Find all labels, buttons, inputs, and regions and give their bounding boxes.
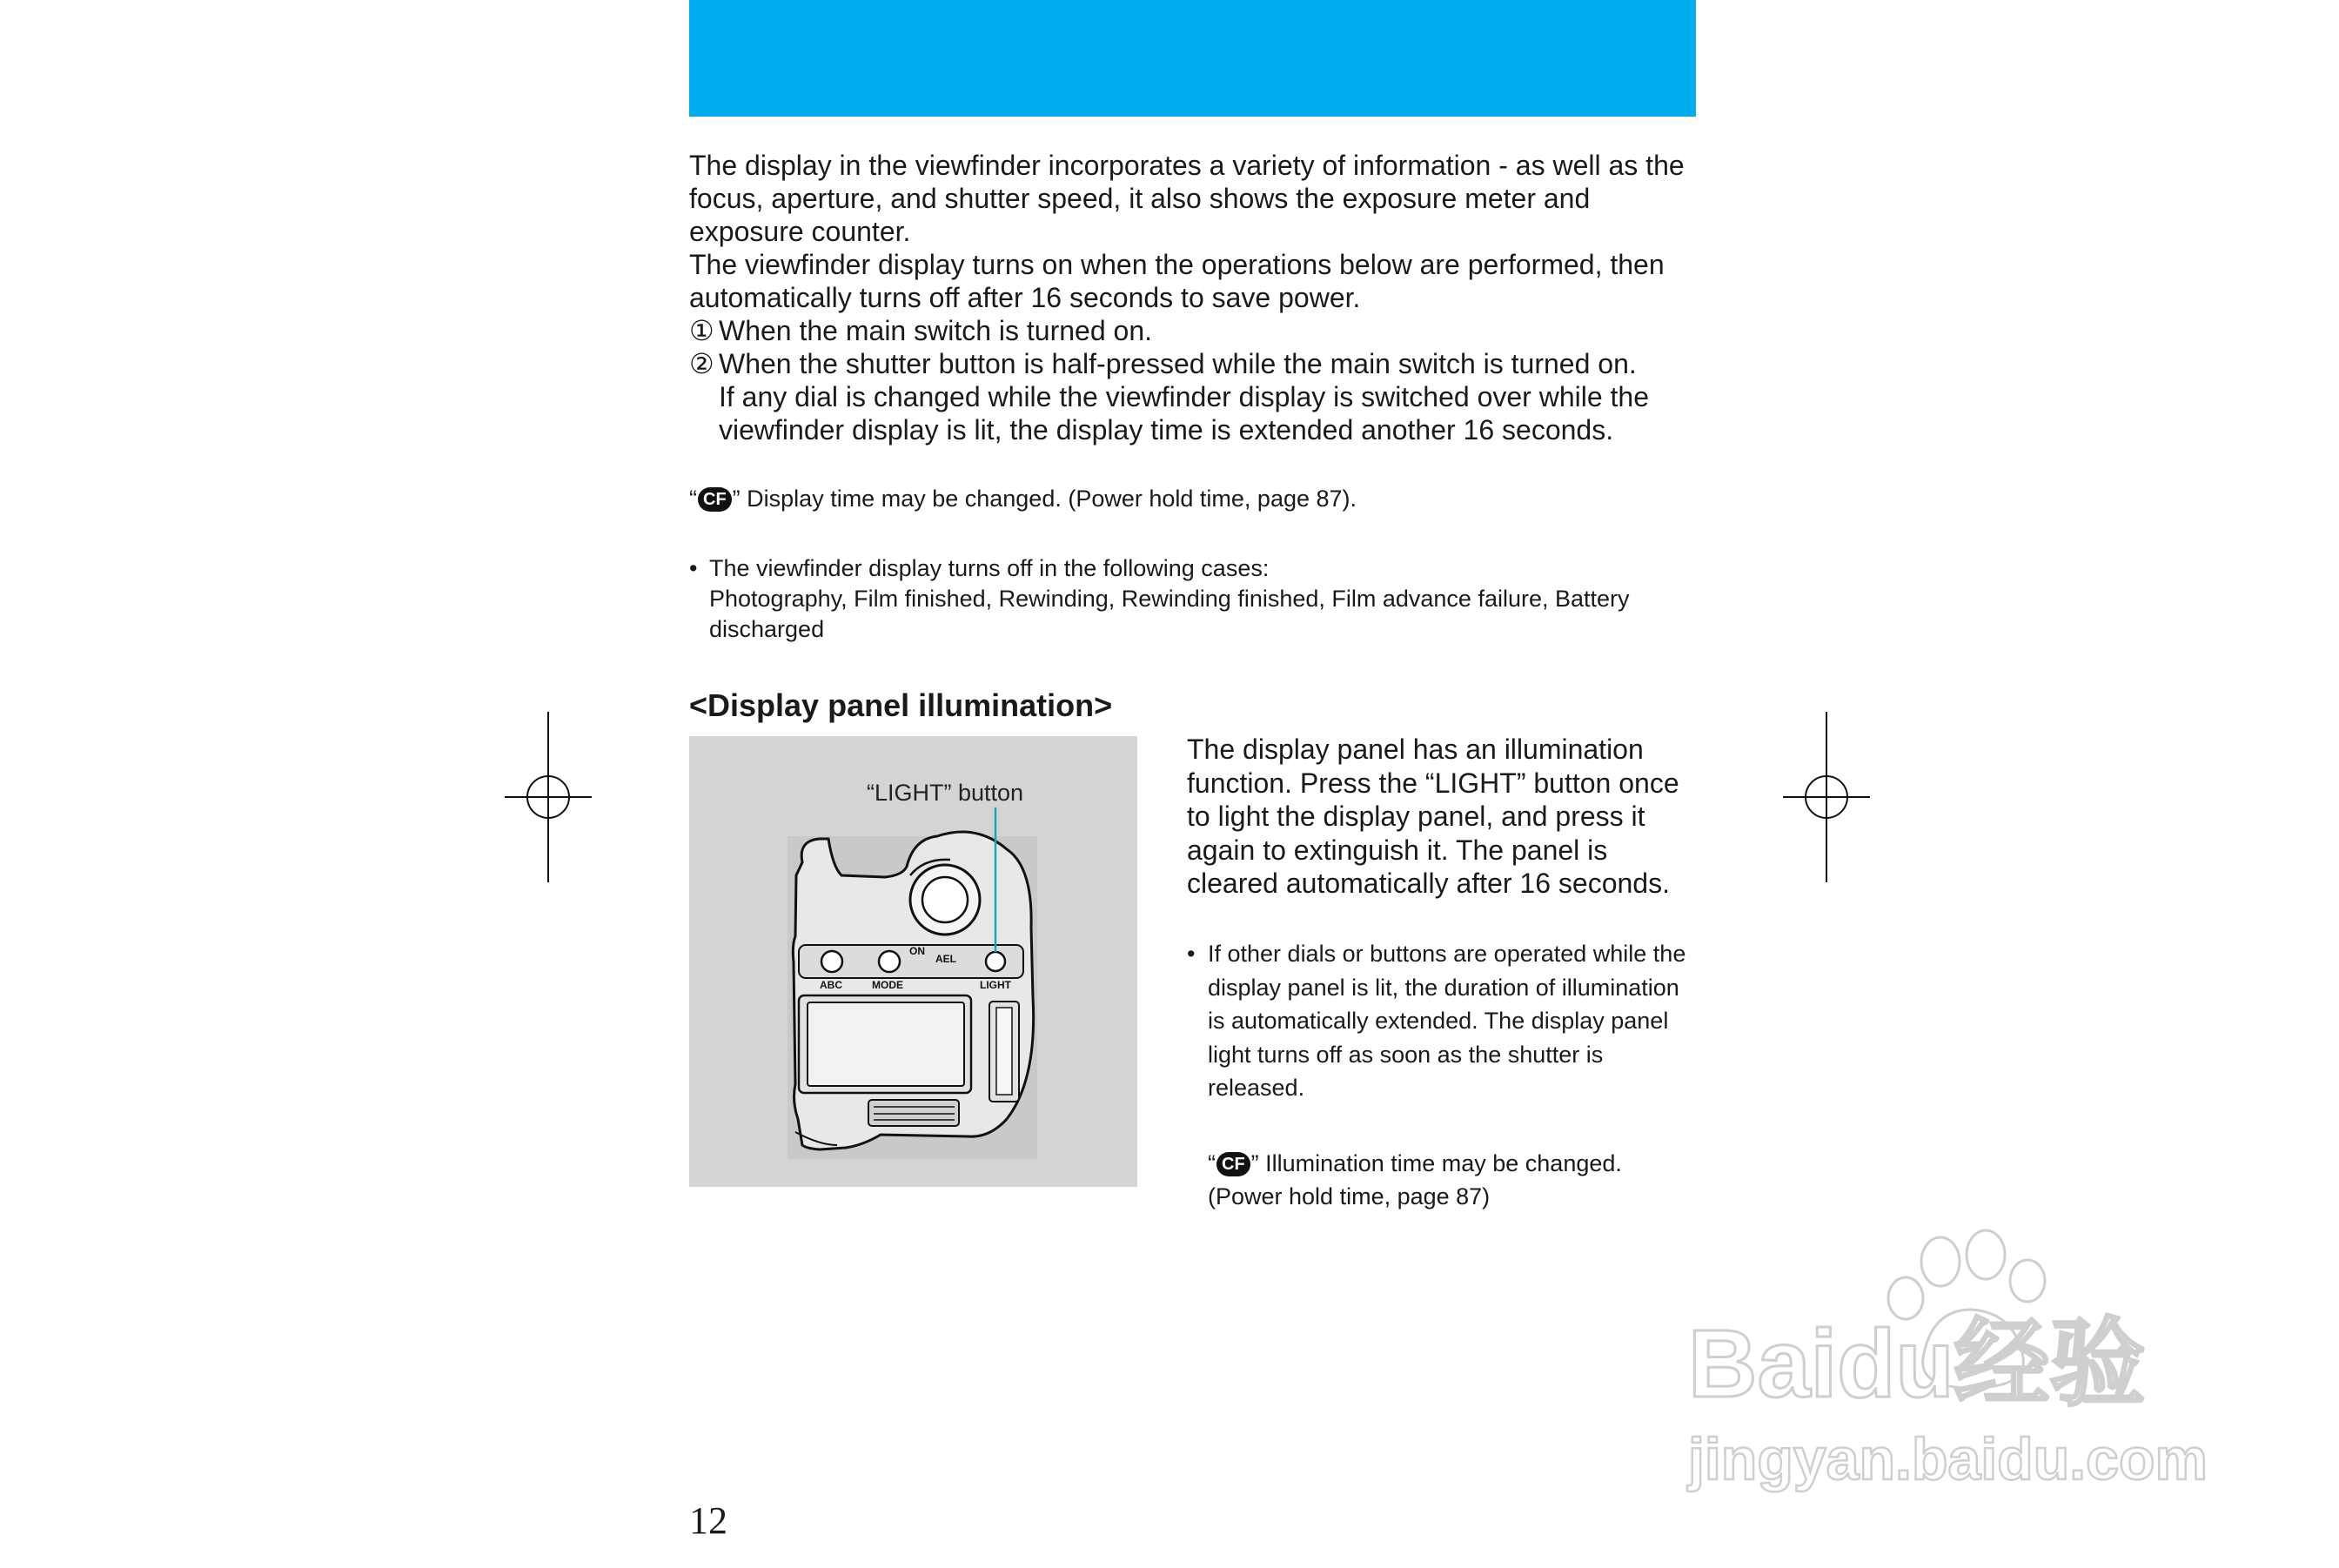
watermark-url: jingyan.baidu.com (1688, 1426, 2208, 1492)
registration-mark-right-icon (1783, 712, 1870, 882)
abc-button (821, 951, 842, 972)
light-button-label: “LIGHT” button (867, 780, 1024, 806)
cf-badge-icon: CF (698, 487, 732, 512)
illumination-cf-ref: (Power hold time, page 87) (1208, 1183, 1491, 1210)
cf-open-quote: “ (689, 486, 697, 512)
list-item-1 (689, 314, 1699, 347)
intro-paragraph-2: The viewfinder display turns on when the operations below are performed, then automatically turns off after 16 seconds to save power. (689, 249, 1665, 313)
header-bar (689, 0, 1696, 117)
camera-label-ael: AEL (935, 953, 956, 965)
baidu-watermark (1671, 1227, 2228, 1514)
watermark-brand: Baidu经验 (1688, 1310, 2146, 1417)
camera-label-on: ON (909, 945, 925, 957)
cf-note (689, 483, 1699, 514)
illumination-cf-note (1208, 1147, 1700, 1213)
off-cases-line-1: The viewfinder display turns off in the following cases: (709, 555, 1270, 581)
off-cases-bullet (689, 553, 1699, 645)
intro-paragraph-1: The display in the viewfinder incorporates a variety of information - as well as the focus, aperture, and shutter speed, it also shows the exposure meter and exposure counter. (689, 150, 1685, 247)
page-number: 12 (689, 1499, 727, 1542)
list-item-2-extra: If any dial is changed while the viewfinder display is switched over while the viewfinder display is lit, the display time is extended another 16 seconds. (719, 381, 1649, 446)
illumination-description: The display panel has an illumination function. Press the “LIGHT” button once to light the display panel, and press it again to extinguish it. The panel is cleared automatically after 16 seconds. (1187, 734, 1679, 899)
section-heading: <Display panel illumination> (689, 687, 1113, 723)
camera-label-light: LIGHT (980, 979, 1011, 991)
camera-label-abc: ABC (820, 979, 842, 991)
cf-open-quote-2: “ (1208, 1150, 1216, 1176)
cf-note-text: ” Display time may be changed. (Power hold time, page 87). (732, 486, 1357, 512)
cf-badge-icon-2: CF (1216, 1152, 1250, 1176)
registration-mark-left-icon (505, 712, 592, 882)
list-text-2: When the shutter button is half-pressed while the main switch is turned on. (719, 348, 1637, 379)
list-text-1: When the main switch is turned on. (719, 315, 1153, 346)
illumination-bullet (1187, 937, 1700, 1105)
list-marker-1: ① (689, 315, 714, 346)
list-marker-2: ② (689, 348, 714, 379)
illumination-cf-text: ” Illumination time may be changed. (1250, 1150, 1622, 1176)
off-cases-line-2: Photography, Film finished, Rewinding, Rewinding finished, Film advance failure, Battery discharged (709, 586, 1630, 642)
light-button (986, 952, 1005, 971)
bullet-icon-2: • (1187, 941, 1196, 967)
bullet-icon: • (689, 555, 698, 581)
mode-button (879, 951, 900, 972)
list-item-2 (689, 347, 1699, 380)
illumination-bullet-text: If other dials or buttons are operated while the display panel is lit, the duration of illumination is automatically extended. The display panel light turns off as soon as the shutter is released. (1208, 941, 1686, 1101)
camera-label-mode: MODE (872, 979, 903, 991)
intro-text (689, 149, 1699, 446)
